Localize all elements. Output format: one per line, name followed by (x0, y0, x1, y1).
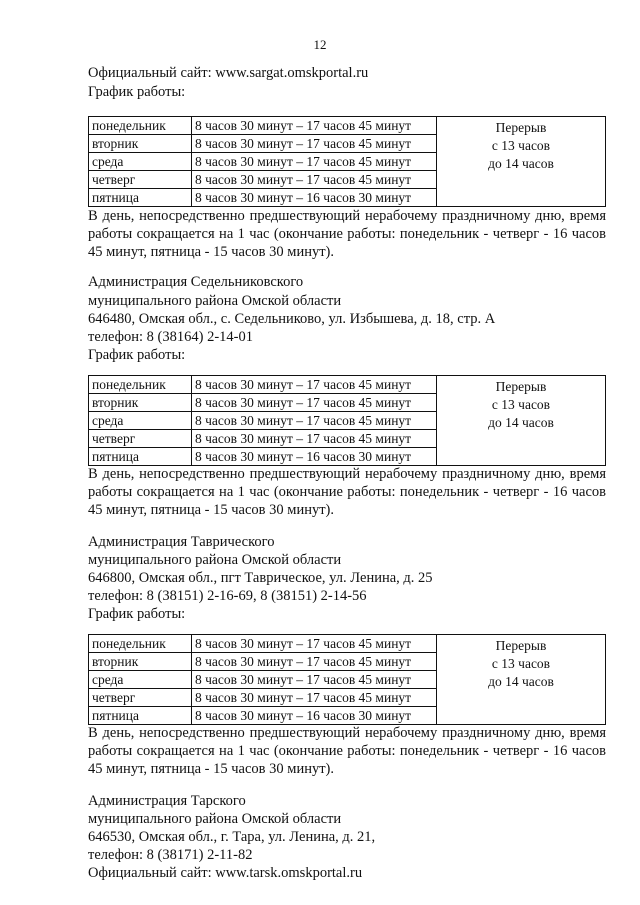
hours-cell: 8 часов 30 минут – 17 часов 45 минут (192, 689, 437, 707)
schedule-table-tavricheskoe (88, 634, 606, 725)
admin-phone: телефон: 8 (38151) 2-16-69, 8 (38151) 2-14-56 (88, 588, 367, 604)
shortened-day-note: В день, непосредственно предшествующий нерабочему праздничному дню, время работы сокращается на 1 час (окончание работы: понедельник - четверг - 16 часов 45 минут, пятница - 15 часов 30 минут). (88, 725, 606, 777)
day-cell: среда (89, 412, 192, 430)
page-number: 12 (313, 37, 327, 52)
admin-title: Администрация Седельниковского (88, 274, 304, 290)
hours-cell: 8 часов 30 минут – 17 часов 45 минут (192, 430, 437, 448)
break-line: Перерыв (495, 120, 547, 135)
table-row (89, 376, 606, 394)
day-cell: среда (89, 671, 192, 689)
admin-subtitle: муниципального района Омской области (88, 293, 342, 309)
day-cell: вторник (89, 394, 192, 412)
break-cell (437, 635, 606, 725)
break-line: до 14 часов (488, 415, 554, 430)
break-line: Перерыв (495, 638, 547, 653)
hours-cell: 8 часов 30 минут – 17 часов 45 минут (192, 117, 437, 135)
schedule-label: График работы: (88, 606, 186, 622)
day-cell: пятница (89, 189, 192, 207)
schedule-table-sedelnikovo (88, 375, 606, 466)
admin-subtitle: муниципального района Омской области (88, 811, 342, 827)
schedule-label: График работы: (88, 347, 186, 363)
break-line: с 13 часов (491, 138, 551, 153)
hours-cell: 8 часов 30 минут – 17 часов 45 минут (192, 135, 437, 153)
day-cell: вторник (89, 135, 192, 153)
official-site-sargat: Официальный сайт: www.sargat.omskportal.ru (88, 65, 369, 81)
admin-title: Администрация Тарского (88, 793, 246, 809)
day-cell: пятница (89, 448, 192, 466)
shortened-day-note: В день, непосредственно предшествующий нерабочему праздничному дню, время работы сокращается на 1 час (окончание работы: понедельник - четверг - 16 часов 45 минут, пятница - 15 часов 30 минут). (88, 466, 606, 518)
day-cell: среда (89, 153, 192, 171)
break-line: с 13 часов (491, 656, 551, 671)
admin-phone: телефон: 8 (38171) 2-11-82 (88, 847, 253, 863)
shortened-day-note: В день, непосредственно предшествующий нерабочему праздничному дню, время работы сокращается на 1 час (окончание работы: понедельник - четверг - 16 часов 45 минут, пятница - 15 часов 30 минут). (88, 208, 606, 260)
day-cell: пятница (89, 707, 192, 725)
hours-cell: 8 часов 30 минут – 17 часов 45 минут (192, 376, 437, 394)
break-line: с 13 часов (491, 397, 551, 412)
admin-title: Администрация Таврического (88, 534, 275, 550)
break-cell (437, 376, 606, 466)
admin-subtitle: муниципального района Омской области (88, 552, 342, 568)
day-cell: вторник (89, 653, 192, 671)
hours-cell: 8 часов 30 минут – 17 часов 45 минут (192, 394, 437, 412)
table-row (89, 635, 606, 653)
table-row (89, 117, 606, 135)
schedule-label: График работы: (88, 84, 186, 100)
break-line: до 14 часов (488, 156, 554, 171)
day-cell: понедельник (89, 117, 192, 135)
hours-cell: 8 часов 30 минут – 17 часов 45 минут (192, 412, 437, 430)
day-cell: четверг (89, 689, 192, 707)
break-line: до 14 часов (488, 674, 554, 689)
break-line: Перерыв (495, 379, 547, 394)
day-cell: четверг (89, 171, 192, 189)
hours-cell: 8 часов 30 минут – 16 часов 30 минут (192, 448, 437, 466)
break-cell (437, 117, 606, 207)
official-site-tarsk: Официальный сайт: www.tarsk.omskportal.ru (88, 865, 363, 881)
day-cell: четверг (89, 430, 192, 448)
hours-cell: 8 часов 30 минут – 17 часов 45 минут (192, 653, 437, 671)
hours-cell: 8 часов 30 минут – 17 часов 45 минут (192, 671, 437, 689)
hours-cell: 8 часов 30 минут – 17 часов 45 минут (192, 153, 437, 171)
hours-cell: 8 часов 30 минут – 16 часов 30 минут (192, 707, 437, 725)
schedule-table-sargat (88, 116, 606, 207)
admin-address: 646530, Омская обл., г. Тара, ул. Ленина, д. 21, (88, 829, 376, 845)
hours-cell: 8 часов 30 минут – 16 часов 30 минут (192, 189, 437, 207)
day-cell: понедельник (89, 635, 192, 653)
admin-address: 646800, Омская обл., пгт Таврическое, ул. Ленина, д. 25 (88, 570, 433, 586)
admin-phone: телефон: 8 (38164) 2-14-01 (88, 329, 253, 345)
admin-address: 646480, Омская обл., с. Седельниково, ул. Избышева, д. 18, стр. А (88, 311, 496, 327)
hours-cell: 8 часов 30 минут – 17 часов 45 минут (192, 171, 437, 189)
hours-cell: 8 часов 30 минут – 17 часов 45 минут (192, 635, 437, 653)
day-cell: понедельник (89, 376, 192, 394)
